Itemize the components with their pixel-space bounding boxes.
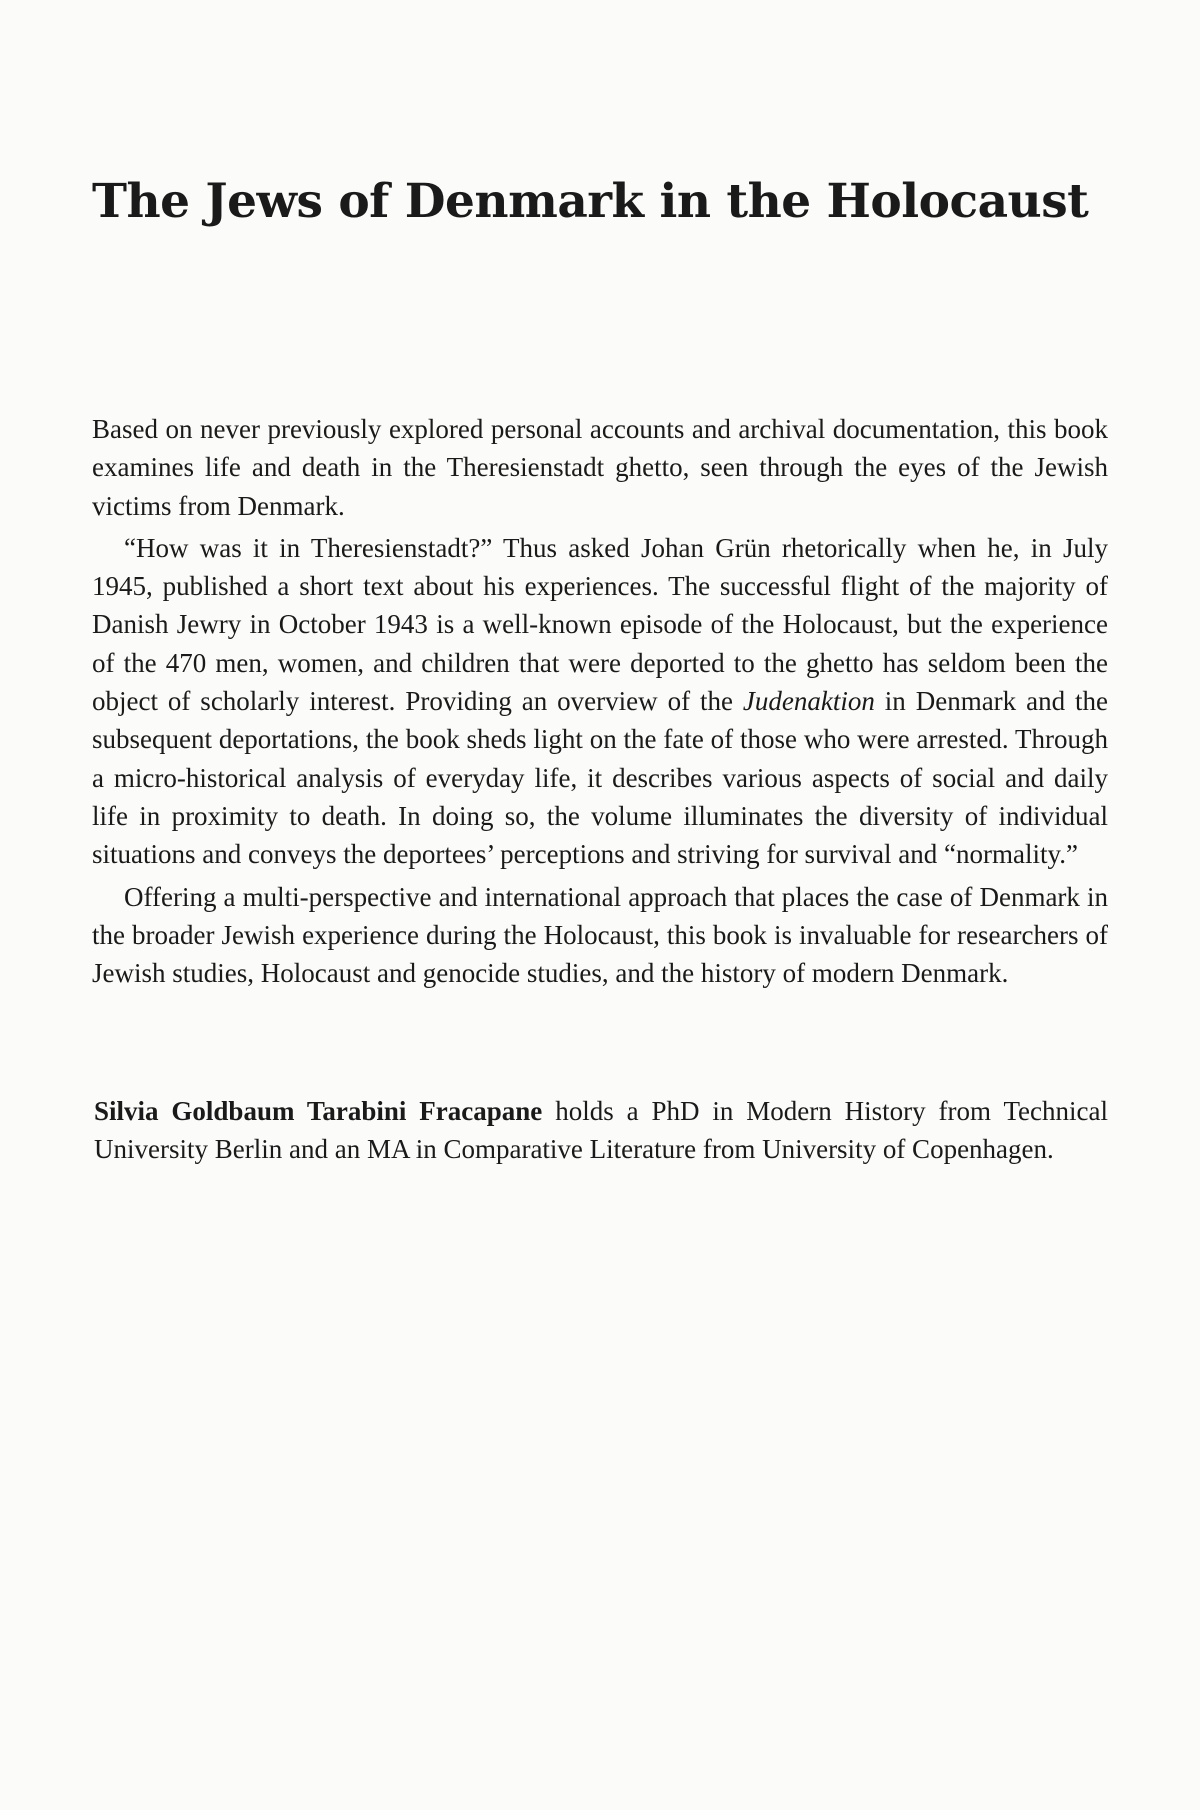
- description-paragraph-3: Offering a multi-perspective and international approach that places the case of Denmark in the broader Jewish experience during the Holocaust, this book is invaluable for researchers of Jewish studies, Holocaust and genocide studies, and the history of modern Denmark.: [92, 881, 1108, 989]
- paragraph-2-italic-term: Judenaktion: [742, 686, 875, 717]
- author-bio-text: holds a PhD in Modern History from Technical University Berlin and an MA in Comparative Literature from University of Copenhagen.: [94, 1096, 1108, 1165]
- description-paragraph-1: Based on never previously explored personal accounts and archival documentation, this book examines life and death in the Theresienstadt ghetto, seen through the eyes of the Jewish victims from Denmark.: [92, 414, 1108, 521]
- book-description: [92, 410, 1108, 992]
- author-name: Silvia Goldbaum Tarabini Fracapane: [94, 1096, 543, 1126]
- description-paragraph-2: [92, 529, 1108, 874]
- paragraph-2-text-end: in Denmark and the subsequent deportations, the book sheds light on the fate of those who were arrested. Through a micro-historical analysis of everyday life, it describes various aspects of social and daily life in proximity to death. In doing so, the volume illuminates the diversity of individual situations and conveys the deportees’ perceptions and striving for survival and “normality.”: [92, 686, 1108, 870]
- book-title: The Jews of Denmark in the Holocaust: [92, 174, 1089, 229]
- paragraph-2-text-start: “How was it in Theresienstadt?” Thus asked Johan Grün rhetorically when he, in July 1945, published a short text about his experiences. The successful flight of the majority of Danish Jewry in October 1943 is a well-known episode of the Holocaust, but the experience of the 470 men, women, and children that were deported to the ghetto has seldom been the object of scholarly interest. Providing an overview of the: [92, 532, 1108, 717]
- author-bio: [94, 1092, 1108, 1169]
